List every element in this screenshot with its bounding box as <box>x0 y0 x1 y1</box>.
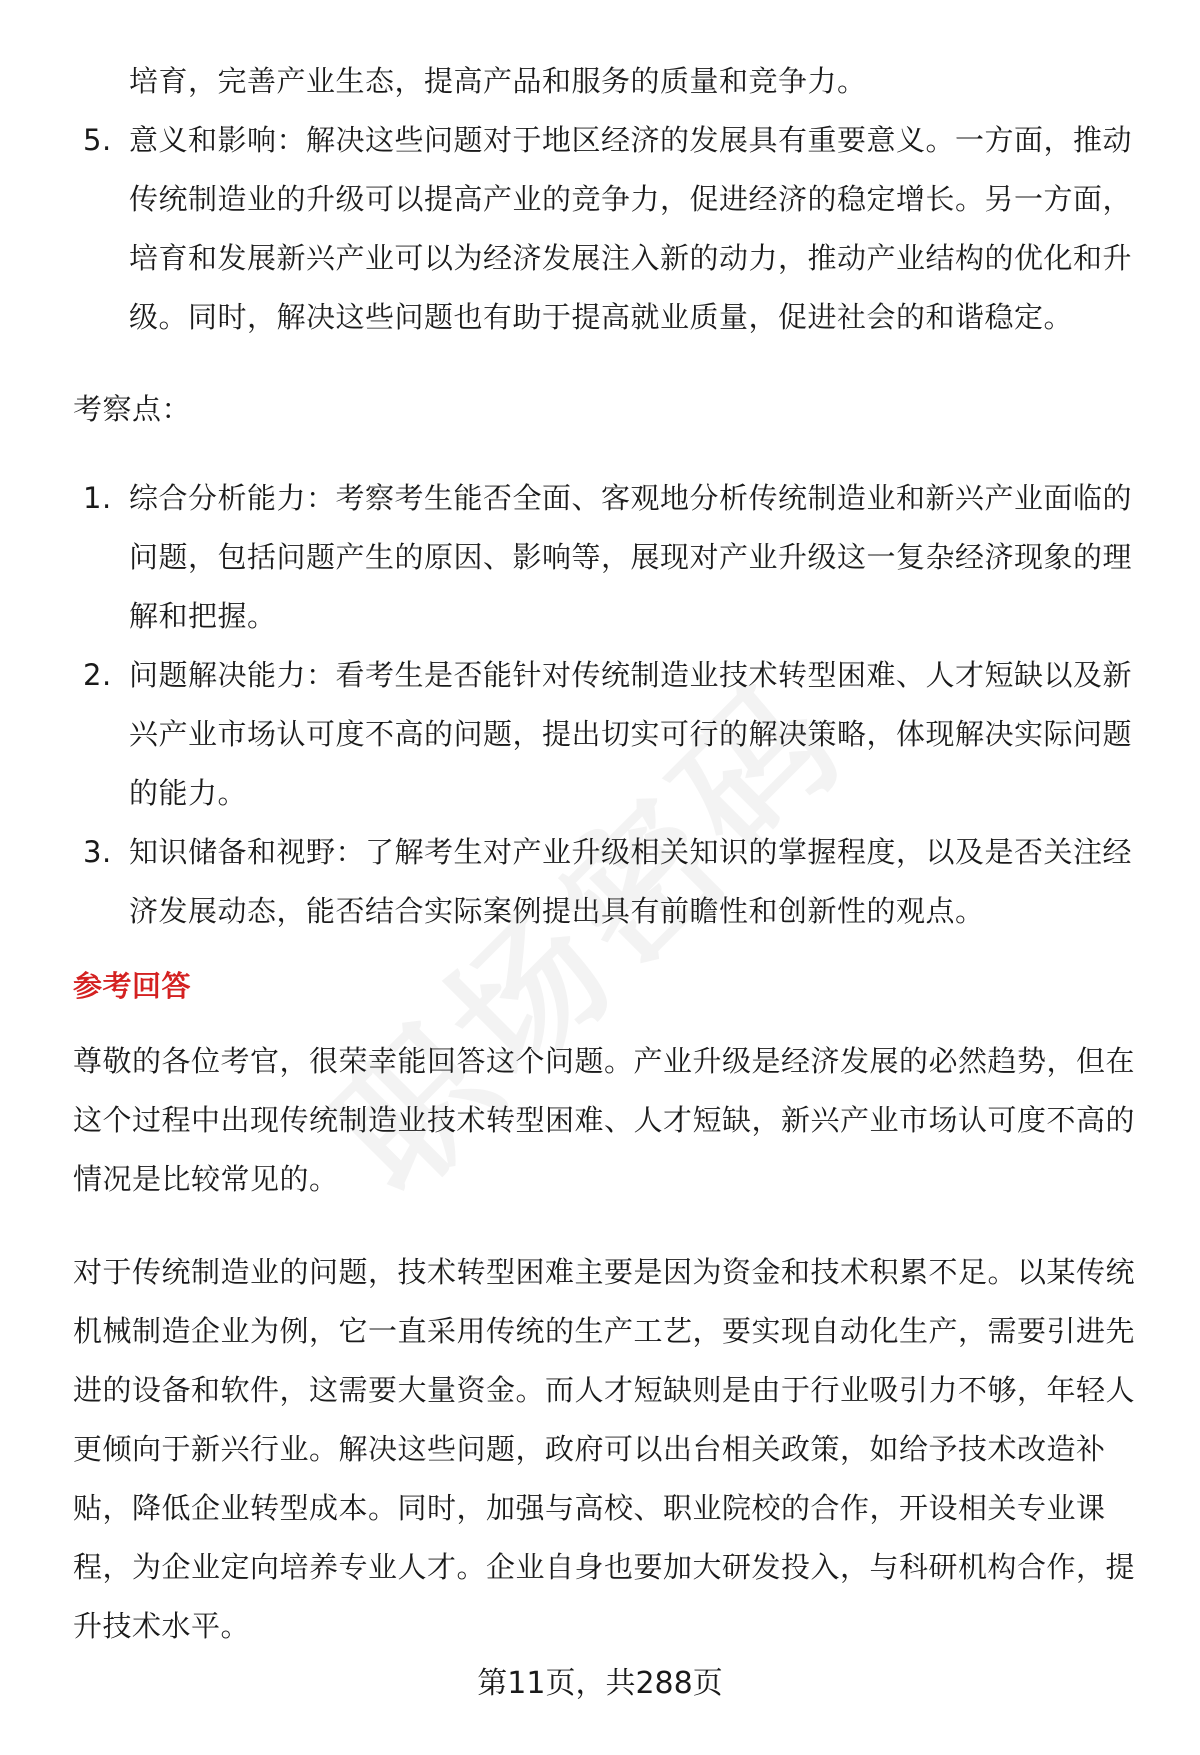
list-item-number: 2. <box>83 658 112 692</box>
reference-paragraph: 对于传统制造业的问题，技术转型困难主要是因为资金和技术积累不足。以某传统机械制造企业为例，它一直采用传统的生产工艺，要实现自动化生产，需要引进先进的设备和软件，这需要大量资金。而人才短缺则是由于行业吸引力不够，年轻人更倾向于新兴行业。解决这些问题，政府可以出台相关政策，如给予技术改造补贴，降低企业转型成本。同时，加强与高校、职业院校的合作，开设相关专业课程，为企业定向培养专业人才。企业自身也要加大研发投入，与科研机构合作，提升技术水平。 <box>73 1255 1136 1643</box>
assessment-points-list <box>73 469 1143 941</box>
list-item-text: 知识储备和视野：了解考生对产业升级相关知识的掌握程度，以及是否关注经济发展动态，能否结合实际案例提出具有前瞻性和创新性的观点。 <box>129 835 1133 928</box>
list-item-text: 问题解决能力：看考生是否能针对传统制造业技术转型困难、人才短缺以及新兴产业市场认可度不高的问题，提出切实可行的解决策略，体现解决实际问题的能力。 <box>129 658 1133 810</box>
list-item <box>73 469 1143 646</box>
reference-paragraph: 尊敬的各位考官，很荣幸能回答这个问题。产业升级是经济发展的必然趋势，但在这个过程中出现传统制造业技术转型困难、人才短缺，新兴产业市场认可度不高的情况是比较常见的。 <box>73 1044 1136 1196</box>
list-item-number: 1. <box>83 481 112 515</box>
list-item-text: 意义和影响：解决这些问题对于地区经济的发展具有重要意义。一方面，推动传统制造业的升级可以提高产业的竞争力，促进经济的稳定增长。另一方面，培育和发展新兴产业可以为经济发展注入新的动力，推动产业结构的优化和升级。同时，解决这些问题也有助于提高就业质量，促进社会的和谐稳定。 <box>129 123 1133 334</box>
list-item-number: 5. <box>83 123 112 157</box>
list-item <box>73 823 1143 941</box>
continuation-text: 培育，完善产业生态，提高产品和服务的质量和竞争力。 <box>129 64 867 98</box>
list-item-number: 3. <box>83 835 112 869</box>
assessment-label: 考察点： <box>73 392 192 426</box>
page-footer: 第11页，共288页 <box>477 1666 723 1701</box>
top-list <box>73 111 1143 347</box>
list-item <box>73 646 1143 823</box>
list-item-text: 综合分析能力：考察考生能否全面、客观地分析传统制造业和新兴产业面临的问题，包括问题产生的原因、影响等，展现对产业升级这一复杂经济现象的理解和把握。 <box>129 481 1133 633</box>
document-content <box>73 52 1143 1656</box>
reference-answer-heading: 参考回答 <box>73 969 192 1003</box>
list-item <box>73 111 1143 347</box>
